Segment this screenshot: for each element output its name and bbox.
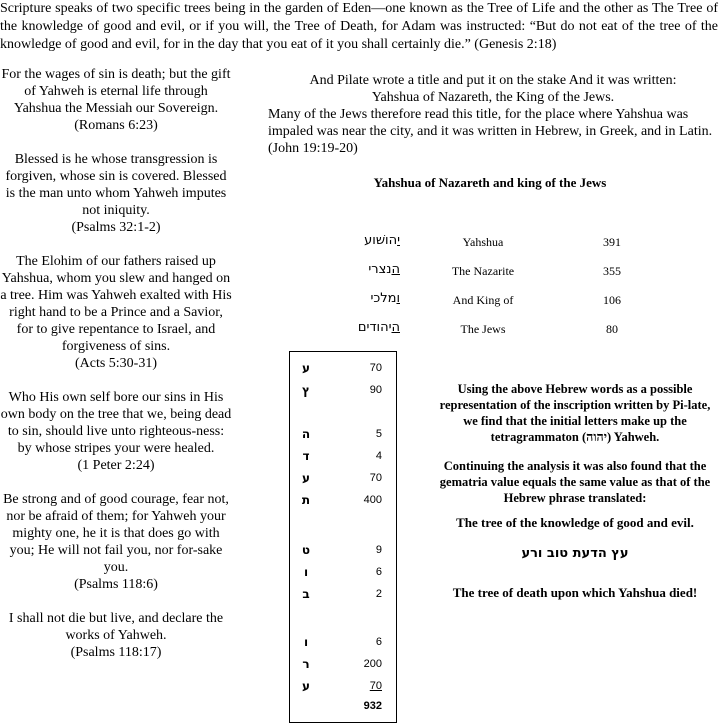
gematria-value: 6: [375, 636, 382, 648]
verse-block: [0, 151, 232, 236]
initial-letter: ה: [391, 320, 400, 335]
remaining-letters: מלכי: [370, 291, 397, 306]
inscription-english: The Jews: [460, 322, 506, 336]
gematria-value: 70: [369, 472, 382, 484]
inscription-value: 80: [606, 322, 618, 336]
gematria-box: [289, 351, 397, 723]
gematria-value: 400: [363, 494, 382, 506]
gematria-value: 9: [375, 544, 382, 556]
inscription-hebrew-word: [342, 262, 400, 277]
analysis-paragraph-2: Continuing the analysis it was also found that the gematria value equals the same value as that of the Hebrew phrase translated:: [439, 459, 711, 505]
verse-block: [0, 389, 232, 474]
tree-knowledge-line: The tree of the knowledge of good and evil.: [456, 515, 694, 530]
gematria-letter: ה: [301, 427, 311, 441]
inscription-hebrew-word: [342, 320, 400, 335]
inscription-title: Yahshua of Nazareth and king of the Jews: [373, 175, 607, 190]
left-verse-column: [0, 66, 232, 678]
inscription-value: 106: [603, 293, 621, 307]
verse-text: I shall not die but live, and declare the works of Yahweh.: [8, 611, 224, 643]
gematria-value: 90: [369, 384, 382, 396]
verse-block: [0, 253, 232, 372]
remaining-letters: הושׁוע: [364, 233, 398, 248]
gematria-letter: ט: [301, 543, 311, 557]
inscription-hebrew-word: [342, 291, 400, 306]
verse-reference: (Psalms 118:17): [70, 645, 162, 660]
gematria-total: 932: [363, 700, 382, 712]
gematria-letter: ו: [303, 565, 309, 579]
gematria-value: 6: [375, 566, 382, 578]
inscription-english: Yahshua: [462, 235, 504, 249]
gematria-letter: ת: [301, 493, 311, 507]
gematria-letter: ע: [302, 679, 310, 693]
verse-reference: (Romans 6:23): [74, 118, 158, 133]
gematria-value: 70: [369, 362, 382, 374]
verse-block: [0, 66, 232, 134]
verse-block: [0, 491, 232, 593]
gematria-letter: ו: [303, 635, 309, 649]
initial-letter: ו: [396, 291, 400, 306]
verse-reference: (Psalms 118:6): [74, 577, 158, 592]
gematria-letter: ר: [302, 657, 310, 671]
pilate-line-1: And Pilate wrote a title and put it on the stake And it was written:: [309, 73, 677, 88]
gematria-letter: ץ: [302, 383, 310, 397]
gematria-letter: ב: [302, 587, 310, 601]
initial-letter: ה: [391, 262, 400, 277]
gematria-letter: ע: [302, 471, 310, 485]
verse-text: Blessed is he whose transgression is forgiven, whose sin is covered. Blessed is the man unto whom Yahweh imputes not iniquity.: [5, 152, 227, 218]
initial-letter: י: [397, 233, 400, 248]
gematria-value: 2: [375, 588, 382, 600]
gematria-value: 4: [375, 450, 382, 462]
gematria-value: 5: [375, 428, 382, 440]
pilate-passage: [268, 72, 718, 157]
inscription-english: The Nazarite: [451, 264, 515, 278]
verse-text: The Elohim of our fathers raised up Yahshua, whom you slew and hanged on a tree. Him was Yahweh exalted with His right hand to be a Prince and a Savior, for to give repentance to Israel, and forgiveness of sins.: [0, 254, 232, 354]
inscription-english: And King of: [452, 293, 514, 307]
inscription-value: 391: [603, 235, 621, 249]
inscription-hebrew-word: [342, 233, 400, 248]
analysis-paragraph-1: Using the above Hebrew words as a possible representation of the inscription written by Pi-late, we find that the initial letters make up the tetragrammaton (יהוה) Yahweh.: [439, 382, 711, 444]
intro-paragraph: Scripture speaks of two specific trees being in the garden of Eden—one known as the Tree of Life and the other as The Tree of the knowledge of good and evil, or if you will, the Tree of Death, for Adam was instructed: “But do not eat of the tree of the knowledge of good and evil, for in the day that you eat of it you shall certainly die.” (Genesis 2:18): [0, 1, 718, 52]
verse-reference: (Acts 5:30-31): [74, 356, 158, 371]
gematria-letter: ע: [302, 361, 310, 375]
verse-text: Be strong and of good courage, fear not, nor be afraid of them; for Yahweh your mighty one, he it is that does go with you; He will not fail you, nor for-sake you.: [3, 492, 229, 575]
inscription-value: 355: [603, 264, 621, 278]
hebrew-phrase: עץ הדעת טוב ורע: [521, 546, 629, 561]
verse-text: For the wages of sin is death; but the gift of Yahweh is eternal life through Yahshua the Messiah our Sovereign.: [1, 67, 231, 116]
verse-reference: (Psalms 32:1-2): [71, 220, 161, 235]
remaining-letters: נצרי: [368, 262, 392, 277]
gematria-letter: ד: [302, 449, 310, 463]
verse-text: Who His own self bore our sins in His own body on the tree that we, being dead to sin, should live unto righteous-ness: by whose stripes your were healed.: [0, 390, 232, 456]
pilate-rest: Many of the Jews therefore read this title, for the place where Yahshua was impaled was near the city, and it was written in Hebrew, in Greek, and in Latin. (John 19:19-20): [268, 107, 713, 156]
gematria-value: 70: [369, 680, 382, 692]
gematria-value: 200: [363, 658, 382, 670]
tree-death-line: The tree of death upon which Yahshua died!: [452, 585, 698, 600]
pilate-line-2: Yahshua of Nazareth, the King of the Jews.: [371, 90, 615, 105]
verse-reference: (1 Peter 2:24): [77, 458, 155, 473]
verse-block: [0, 610, 232, 661]
remaining-letters: יהודים: [357, 320, 392, 335]
